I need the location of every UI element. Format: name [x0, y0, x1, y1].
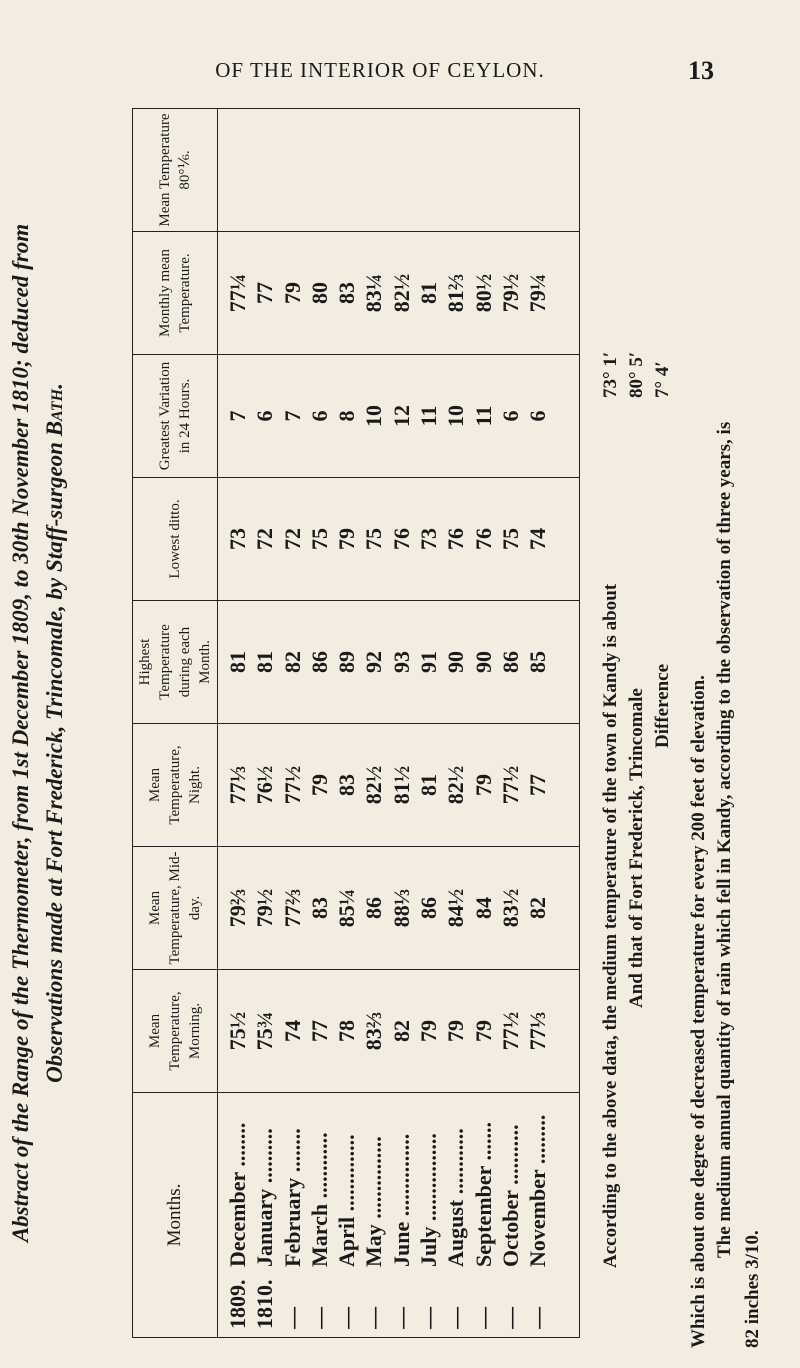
- table-cell: 81⅔: [443, 273, 469, 313]
- table-cell: 79: [334, 528, 360, 550]
- month-row: [224, 1093, 251, 1329]
- table-cell: 76½: [252, 765, 278, 805]
- month-year: —: [361, 1307, 387, 1329]
- table-cell: 75¾: [252, 1011, 278, 1051]
- table-cell: 77⅓: [525, 1011, 551, 1051]
- table-cell: 86: [416, 897, 442, 919]
- table-cell: 86: [361, 897, 387, 919]
- footer-line-rain: The medium annual quantity of rain which fell in Kandy, according to the observation of three years, is: [714, 421, 735, 1258]
- table-cell: 85¼: [334, 888, 360, 928]
- table-cell: 88⅓: [388, 888, 414, 928]
- table-cell: 82: [525, 897, 551, 919]
- table-cell: 81: [252, 651, 278, 673]
- variation-column: [218, 355, 580, 478]
- table-cell: 80: [306, 282, 332, 304]
- table-cell: 10: [443, 405, 469, 427]
- table-cell: 75: [497, 528, 523, 550]
- table-cell: 6: [252, 410, 278, 422]
- table-cell: 73: [225, 528, 250, 550]
- month-name: October ...........: [497, 1124, 523, 1267]
- table-cell: 82½: [361, 765, 387, 805]
- table-cell: 93: [388, 651, 414, 673]
- header-lowest: Lowest ditto.: [133, 478, 218, 601]
- month-row: [251, 1093, 278, 1329]
- table-cell: 80½: [470, 273, 496, 313]
- month-name: May ...............: [361, 1136, 387, 1267]
- monthly-mean-column: [218, 232, 580, 355]
- month-name: August ............: [443, 1128, 469, 1267]
- table-cell: 7: [279, 410, 305, 422]
- footer-difference-value: 7° 4′: [652, 361, 673, 398]
- month-year: —: [306, 1307, 332, 1329]
- table-cell: 82: [279, 651, 305, 673]
- table-cell: 76: [443, 528, 469, 550]
- month-row: [524, 1093, 551, 1329]
- month-name: March ............: [306, 1132, 332, 1267]
- table-cell: 77⅓: [225, 765, 250, 805]
- header-mean-night: Mean Temperature, Night.: [133, 724, 218, 847]
- footer-trincomale-text: And that of Fort Frederick, Trincomale: [626, 688, 647, 1008]
- table-cell: 79: [470, 1020, 496, 1042]
- footer-trincomale-value: 80° 5′: [626, 351, 647, 398]
- table-cell: 79: [470, 774, 496, 796]
- header-mean-temperature: Mean Temperature 80°⅙.: [133, 109, 218, 232]
- footer-line-kandy: [600, 351, 622, 1268]
- table-cell: 79⅔: [225, 888, 250, 928]
- month-row: [388, 1093, 415, 1329]
- month-year: 1810.: [252, 1279, 278, 1329]
- table-cell: 12: [388, 405, 414, 427]
- month-name: July ................: [416, 1133, 442, 1267]
- header-variation: Greatest Variation in 24 Hours.: [133, 355, 218, 478]
- header-monthly-mean: Monthly mean Temperature.: [133, 232, 218, 355]
- month-year: —: [388, 1307, 414, 1329]
- table-cell: 72: [279, 528, 305, 550]
- table-cell: 77¼: [225, 273, 250, 313]
- table-cell: 85: [525, 651, 551, 673]
- table-cell: 74: [525, 528, 551, 550]
- table-cell: 7: [225, 410, 250, 422]
- month-row: [470, 1093, 497, 1329]
- footer-line-elevation: Which is about one degree of decreased temperature for every 200 feet of elevation.: [688, 675, 709, 1348]
- table-cell: 79¼: [525, 273, 551, 313]
- table-cell: 11: [470, 405, 496, 427]
- table-cell: 8: [334, 410, 360, 422]
- table-cell: 76: [470, 528, 496, 550]
- table-cell: 76: [388, 528, 414, 550]
- table-cell: 77½: [279, 765, 305, 805]
- table-cell: 77½: [497, 765, 523, 805]
- table-cell: 81½: [388, 765, 414, 805]
- footer-difference-text: Difference: [652, 663, 673, 748]
- table-cell: 79½: [497, 273, 523, 313]
- header-highest: Highest Temperature during each Month.: [133, 601, 218, 724]
- header-mean-midday: Mean Temperature, Mid-day.: [133, 847, 218, 970]
- month-name: January ..........: [252, 1128, 278, 1267]
- table-cell: 74: [279, 1020, 305, 1042]
- header-months: Months.: [133, 1093, 218, 1338]
- mean-temperature-column: [218, 109, 580, 232]
- table-cell: 86: [497, 651, 523, 673]
- month-name: September .......: [470, 1121, 496, 1267]
- month-year: —: [443, 1307, 469, 1329]
- table-cell: 90: [443, 651, 469, 673]
- table-cell: 77⅔: [279, 888, 305, 928]
- lowest-column: [218, 478, 580, 601]
- table-cell: 81: [416, 282, 442, 304]
- table-cell: 81: [225, 651, 250, 673]
- footer-kandy-value: 73° 1′: [600, 351, 621, 398]
- table-cell: 10: [361, 405, 387, 427]
- table-cell: 82½: [443, 765, 469, 805]
- table-cell: 77: [306, 1020, 332, 1042]
- month-year: —: [525, 1307, 551, 1329]
- table-cell: 79: [306, 774, 332, 796]
- month-year: —: [334, 1307, 360, 1329]
- table-cell: 75½: [225, 1011, 250, 1051]
- table-cell: 79: [279, 282, 305, 304]
- month-row: [306, 1093, 333, 1329]
- month-year: —: [497, 1307, 523, 1329]
- month-year: 1809.: [225, 1279, 250, 1329]
- table-cell: 75: [306, 528, 332, 550]
- table-cell: 83: [334, 774, 360, 796]
- month-name: February ........: [279, 1128, 305, 1267]
- table-cell: 79: [443, 1020, 469, 1042]
- table-cell: 79: [416, 1020, 442, 1042]
- running-title: OF THE INTERIOR OF CEYLON.: [215, 58, 545, 82]
- table-cell: 6: [525, 410, 551, 422]
- table-cell: 83¼: [361, 273, 387, 313]
- mean-midday-column: [218, 847, 580, 970]
- month-name: April ..............: [334, 1134, 360, 1267]
- footer-line-trincomale: [626, 351, 648, 1008]
- table-cell: 77: [252, 282, 278, 304]
- table-cell: 86: [306, 651, 332, 673]
- month-row: [360, 1093, 387, 1329]
- month-year: —: [416, 1307, 442, 1329]
- table-cell: 72: [252, 528, 278, 550]
- table-cell: 6: [306, 410, 332, 422]
- table-cell: 77: [525, 774, 551, 796]
- table-title-line-1: Abstract of the Range of the Thermometer, from 1st December 1809, to 30th November 1810; deduced from: [8, 223, 33, 1243]
- table-cell: 81: [416, 774, 442, 796]
- table-cell: 77½: [497, 1011, 523, 1051]
- month-row: [333, 1093, 360, 1329]
- table-title-line-2: [42, 118, 68, 1348]
- table-cell: 83½: [497, 888, 523, 928]
- mean-night-column: [218, 724, 580, 847]
- table-body-row: [218, 109, 580, 1338]
- table-cell: 83⅔: [361, 1011, 387, 1051]
- table-cell: 79½: [252, 888, 278, 928]
- table-cell: 73: [416, 528, 442, 550]
- header-mean-morning: Mean Temperature, Morning.: [133, 970, 218, 1093]
- table-title-surgeon-name: Bath.: [42, 383, 67, 437]
- table-cell: 78: [334, 1020, 360, 1042]
- thermometer-table: [132, 108, 580, 1338]
- footer-kandy-text: According to the above data, the medium temperature of the town of Kandy is about: [600, 583, 621, 1268]
- table-cell: 84: [470, 897, 496, 919]
- mean-morning-column: [218, 970, 580, 1093]
- months-column: [218, 1093, 580, 1338]
- table-cell: 90: [470, 651, 496, 673]
- table-cell: 91: [416, 651, 442, 673]
- table-cell: 83: [306, 897, 332, 919]
- table-cell: 84½: [443, 888, 469, 928]
- footer-line-rain-amount: 82 inches 3/10.: [742, 1230, 763, 1348]
- month-year: —: [470, 1307, 496, 1329]
- table-title-prefix: Observations made at Fort Frederick, Trincomale, by Staff-surgeon: [42, 442, 67, 1083]
- table-cell: 89: [334, 651, 360, 673]
- month-year: —: [279, 1307, 305, 1329]
- month-name: November .........: [525, 1114, 551, 1267]
- table-cell: 75: [361, 528, 387, 550]
- month-row: [415, 1093, 442, 1329]
- table-cell: 82½: [388, 273, 414, 313]
- highest-column: [218, 601, 580, 724]
- month-row: [497, 1093, 524, 1329]
- table-cell: 11: [416, 405, 442, 427]
- table-header-row: [133, 109, 218, 1338]
- month-name: December ........: [225, 1122, 250, 1267]
- footer-line-difference: [652, 361, 674, 748]
- table-cell: 6: [497, 410, 523, 422]
- table-cell: 92: [361, 651, 387, 673]
- table-cell: 83: [334, 282, 360, 304]
- month-row: [442, 1093, 469, 1329]
- month-name: June ...............: [388, 1133, 414, 1267]
- month-row: [279, 1093, 306, 1329]
- page-number: 13: [688, 56, 714, 85]
- table-cell: 82: [388, 1020, 414, 1042]
